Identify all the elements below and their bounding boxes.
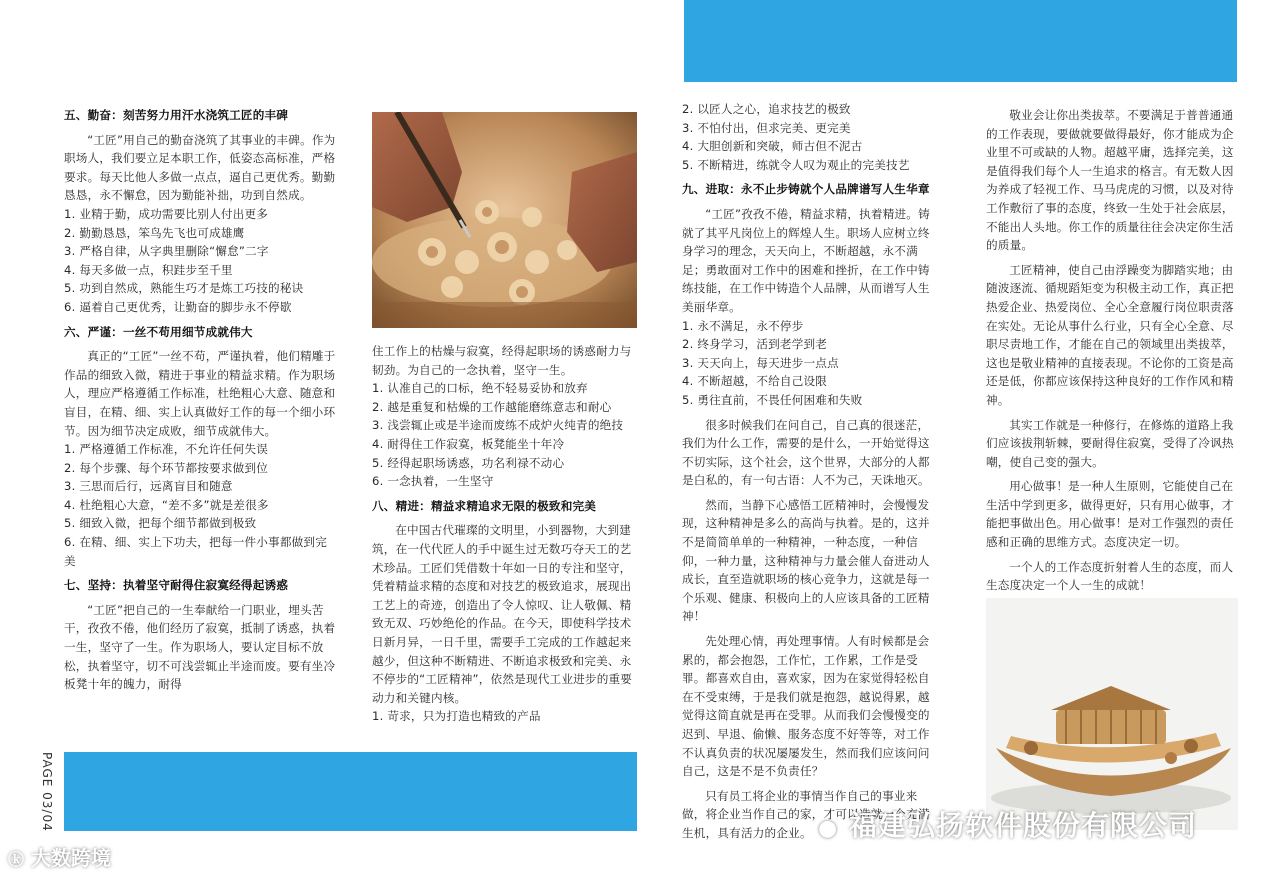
- top-right-blue-band: [684, 0, 1237, 82]
- wood-carving-photo: [372, 112, 637, 328]
- paragraph: 其实工作就是一种修行，在修炼的道路上我们应该拔荆斩棘，要耐得住寂寞，受得了冷讽热嘲，使自己变的强大。: [986, 417, 1234, 469]
- list-item: 1. 业精于勤，成功需要比别人付出更多: [64, 206, 269, 221]
- list-item: 2. 以匠人之心，追求技艺的极致: [682, 102, 851, 116]
- list-item: 2. 勤勤恳恳，笨鸟先飞也可成雄鹰: [64, 225, 245, 240]
- list-item: 5. 功到自然成，熟能生巧才是炼工巧技的秘诀: [64, 281, 304, 296]
- paragraph: “工匠”把自己的一生奉献给一门职业，埋头苦干，孜孜不倦，他们经历了寂寞，抵制了诱惑，执着一生，坚守了一生。作为职场人，要认定目标不放松，执着坚守，切不可浅尝辄止半途而废。要有坐冷板凳十年的魄力，耐得: [64, 602, 336, 692]
- list-item: 2. 终身学习，活到老学到老: [682, 337, 828, 352]
- wood-carving-image: [372, 112, 637, 328]
- boat-carving-photo: [986, 598, 1238, 830]
- section-heading: 九、进取：永不止步铸就个人品牌谱写人生华章: [682, 182, 930, 197]
- list-item: 2. 每个步骤、每个环节都按要求做到位: [64, 460, 269, 475]
- list-item: 4. 耐得住工作寂寞，板凳能坐十年冷: [372, 436, 565, 451]
- list-item: 6. 在精、细、实上下功夫，把每一件小事都做到完美: [64, 535, 328, 568]
- list-item: 5. 不断精进，练就令人叹为观止的完美技艺: [682, 157, 910, 172]
- text-column-1: [64, 100, 336, 694]
- list-item: 3. 三思而后行，远离盲目和随意: [64, 479, 233, 494]
- paragraph: “工匠”用自己的勤奋浇筑了其事业的丰碑。作为职场人，我们要立足本职工作，低姿态高标准，严格要求。每天比他人多做一点点，逼自己更优秀。勤勤恳恳，永不懈怠，因为勤能补拙，功到自然成。: [64, 132, 336, 203]
- list-item: 1. 认准自己的口标，绝不轻易妥协和放弃: [372, 381, 588, 396]
- section-heading: 六、严谨：一丝不苟用细节成就伟大: [64, 324, 253, 339]
- list-item: 5. 勇往直前，不畏任何困难和失败: [682, 392, 863, 407]
- text-column-2: [372, 342, 638, 726]
- paragraph: 很多时候我们在问自己，自己真的很迷茫，我们为什么工作，需要的是什么，一开始觉得这不切实际，这个社会，这个世界，大部分的人都是白私的，有一句古语：人不为己，天诛地灭。: [682, 417, 930, 488]
- watermark-right-text: 福建弘扬软件股份有限公司: [848, 809, 1197, 842]
- text-column-3: [682, 100, 940, 843]
- list-item: 2. 越是重复和枯燥的工作越能磨练意志和耐心: [372, 399, 612, 414]
- list-item: 3. 严格自律，从字典里删除“懈怠”二字: [64, 244, 269, 259]
- list-item: 1. 严格遵循工作标准，不允许任何失误: [64, 442, 269, 457]
- section-heading: 八、精进：精益求精追求无限的极致和完美: [372, 498, 597, 513]
- paragraph: “工匠”孜孜不倦，精益求精，执着精进。铸就了其平凡岗位上的辉煌人生。职场人应树立终身学习的理念，天天向上，不断超越，永不满足；勇敢面对工作中的困难和挫折，在工作中铸练技能，在工作中铸造个人品牌，从而谱写人生美丽华章。: [682, 206, 930, 314]
- list-item: 1. 永不满足，永不停步: [682, 318, 804, 333]
- wechat-icon: ●: [818, 816, 839, 841]
- paragraph: 然而，当静下心感悟工匠精神时，会慢慢发现，这种精神是多么的高尚与执着。是的，这并不是简简单单的一种精神，一种态度，一种信仰，一种力量，这种精神与力量会催人奋进动人成长，直至造就职场的核心竞争力，这就是每一个乐观、健康、积极向上的人应该具备的工匠精神！: [682, 497, 930, 624]
- paragraph: 敬业会让你出类拔萃。不要满足于普普通通的工作表现，要做就要做得最好，你才能成为企业里不可或缺的人物。超越平庸，选择完美，这是值得我们每个人一生追求的格言。有无数人因为养成了轻视工作、马马虎虎的习惯，以及对待工作敷衍了事的态度，终致一生处于社会底层，不能出人头地。你工作的质量往往会决定你生活的质量。: [986, 108, 1234, 253]
- list-item: 4. 杜绝粗心大意，“差不多”就是差很多: [64, 497, 269, 512]
- paragraph: 只有员工将企业的事情当作自己的事业来做，将企业当作自己的家，才可以造就一个充满生机，具有活力的企业。: [682, 788, 930, 840]
- list-item: 3. 天天向上，每天进步一点点: [682, 355, 839, 370]
- list-item: 4. 不断超越，不给自己设限: [682, 374, 828, 389]
- paragraph: 先处理心情，再处理事情。人有时候都是会累的，都会抱怨，工作忙，工作累，工作是受罪。都喜欢自由，喜欢家，因为在家觉得轻松自在不受束缚，于是我们就是抱怨，越说得累，越觉得这简直就是再在受罪。从而我们会慢慢变的迟到、早退、偷懒、服务态度不好等等，对工作不认真负责的状况屡屡发生，然而我们应该问问自己，这是不是不负责任？: [682, 634, 930, 779]
- section-heading: 五、勤奋：刻苦努力用汗水浇筑工匠的丰碑: [64, 108, 289, 122]
- bottom-left-blue-band: [64, 752, 637, 831]
- paragraph-continued: 住工作上的枯燥与寂寞，经得起职场的诱惑耐力与韧劲。为自己的一念执着，坚守一生。: [372, 344, 632, 377]
- paragraph: 用心做事！是一种人生原则，它能使自己在生活中学到更多，做得更好，只有用心做事，才能把事做出色。用心做事！是对工作强烈的责任感和正确的思维方式。态度决定一切。: [986, 479, 1234, 550]
- list-item: 6. 一念执着，一生坚守: [372, 474, 494, 489]
- list-item: 4. 每天多做一点，积跬步至千里: [64, 262, 233, 277]
- list-item: 4. 大胆创新和突破，师古但不泥古: [682, 139, 863, 154]
- list-item: 3. 浅尝辄止或是半途而废练不成炉火纯青的绝技: [372, 418, 624, 433]
- watermark-left-text: 大数跨境: [30, 846, 111, 870]
- section-heading: 七、坚持：执着坚守耐得住寂寞经得起诱惑: [64, 578, 289, 593]
- list-item: 1. 苛求，只为打造也精致的产品: [372, 709, 541, 724]
- boat-carving-image: [986, 598, 1238, 830]
- paragraph: 一个人的工作态度折射着人生的态度，而人生态度决定一个人一生的成就！: [986, 559, 1234, 593]
- paragraph: 工匠精神，使自己由浮躁变为脚踏实地；由随波逐流、循规蹈矩变为积极主动工作，真正把热爱企业、热爱岗位、全心全意履行岗位职责落在实处。无论从事什么行业，只有全心全意、尽职尽责地工作，才能在自己的领域里出类拔萃，这也是敬业精神的直接表现。不论你的工资是高还是低，你都应该保持这种良好的工作作风和精神。: [986, 262, 1234, 407]
- list-item: 3. 不怕付出，但求完美、更完美: [682, 120, 851, 135]
- page-number: PAGE 03/04: [40, 752, 54, 832]
- list-item: 6. 逼着自己更优秀，让勤奋的脚步永不停歇: [64, 299, 292, 314]
- logo-icon: ⓚ: [8, 850, 25, 869]
- watermark-left: [8, 842, 111, 871]
- list-item: 5. 经得起职场诱惑，功名利禄不动心: [372, 455, 565, 470]
- paragraph: 真正的“工匠”一丝不苟，严谨执着，他们精雕于作品的细致入微，精进于事业的精益求精。作为职场人，理应严格遵循工作标准，杜绝粗心大意、随意和盲目，在精、细、实上认真做好工作的每一个细小环节。因为细节决定成败，细节成就伟大。: [64, 349, 336, 438]
- text-column-4: [986, 100, 1238, 595]
- watermark-right: [818, 804, 1197, 844]
- list-item: 5. 细致入微，把每个细节都做到极致: [64, 516, 257, 531]
- paragraph: 在中国古代璀璨的文明里，小到器物，大到建筑，在一代代匠人的手中诞生过无数巧夺天工的艺术珍品。工匠们凭借数十年如一日的专注和坚守，凭着精益求精的态度和对技艺的极致追求，展现出工艺上的奇迹，创造出了令人惊叹、让人敬佩、精致无双、巧妙绝伦的作品。在今天，即使科学技术日新月异，一日千里，需要手工完成的工作越起来越少，但这种不断精进、不断追求极致和完美、永不停步的“工匠精神”，依然是现代工业进步的重要动力和关键内核。: [372, 523, 633, 705]
